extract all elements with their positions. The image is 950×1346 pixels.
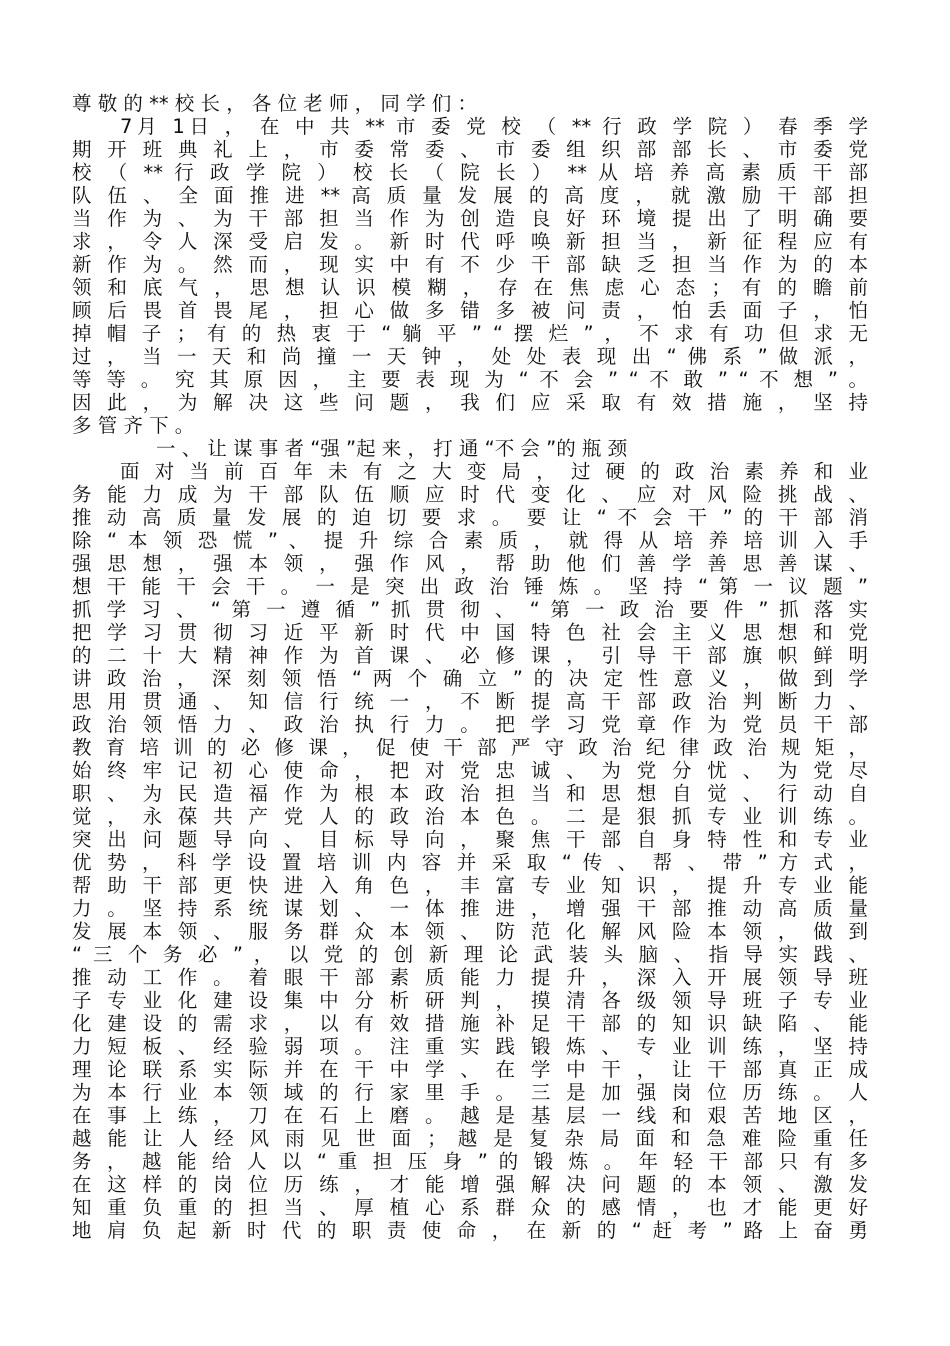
- paragraph-line: 的 二 十 大 精 神 作 为 首 课 、 必 修 课 ， 引 导 干 部 旗 帜 鲜 明: [72, 644, 868, 667]
- paragraph-line: 在 事 上 练 ， 刀 在 石 上 磨 。 越 是 基 层 一 线 和 艰 苦 地 区 ，: [72, 1104, 868, 1127]
- paragraph-line: 突 出 问 题 导 向 、 目 标 导 向 ， 聚 焦 干 部 自 身 特 性 和 专 业: [72, 828, 868, 851]
- paragraph-line: 帮 助 干 部 更 快 进 入 角 色 ， 丰 富 专 业 知 识 ， 提 升 专 业 能: [72, 874, 868, 897]
- paragraph-line: 地 肩 负 起 新 时 代 的 职 责 使 命 ， 在 新 的 “ 赶 考 ” 路 上 奋 勇: [72, 1219, 868, 1242]
- paragraph-line: 理 论 联 系 实 际 并 在 干 中 学 、 在 学 中 干 ， 让 干 部 真 正 成: [72, 1058, 868, 1081]
- section-heading: 一 、 让 谋 事 者 “强 ”起 来 ， 打 通 “不 会 ”的 瓶 颈: [156, 437, 628, 460]
- paragraph-line: 化 建 设 的 需 求 ， 以 有 效 措 施 补 足 干 部 的 知 识 缺 陷 、 能: [72, 1012, 868, 1035]
- paragraph-line: 期 开 班 典 礼 上 ， 市 委 常 委 、 市 委 组 织 部 部 长 、 市 委 党: [72, 138, 868, 161]
- document-body: [72, 92, 868, 1242]
- paragraph-line: 教 育 培 训 的 必 修 课 ， 促 使 干 部 严 守 政 治 纪 律 政 治 规 矩 ，: [72, 736, 868, 759]
- paragraph-line: 队 伍 、 全 面 推 进 ** 高 质 量 发 展 的 高 度 ， 就 激 励 干 部 担: [72, 184, 868, 207]
- paragraph-line: 顾 后 畏 首 畏 尾 ， 担 心 做 多 错 多 被 问 责 ， 怕 丢 面 子 ， 怕: [72, 299, 868, 322]
- paragraph-line: 求 ， 令 人 深 受 启 发 。 新 时 代 呼 唤 新 担 当 ， 新 征 程 应 有: [72, 230, 868, 253]
- paragraph-line: 多 管 齐 下 。: [72, 414, 195, 437]
- paragraph-line: 面 对 当 前 百 年 未 有 之 大 变 局 ， 过 硬 的 政 治 素 养 和 业: [120, 460, 868, 483]
- paragraph-line: “ 三 个 务 必 ” ， 以 党 的 创 新 理 论 武 装 头 脑 、 指 导 实 践 、: [72, 943, 868, 966]
- paragraph-line: 7月 1日 ， 在 中 共 ** 市 委 党 校 （ ** 行 政 学 院 ） 春 季 学: [120, 115, 868, 138]
- paragraph-line: 力 。 坚 持 系 统 谋 划 、 一 体 推 进 ， 增 强 干 部 推 动 高 质 量: [72, 897, 868, 920]
- paragraph-line: 过 ， 当 一 天 和 尚 撞 一 天 钟 ， 处 处 表 现 出 “ 佛 系 ” 做 派 ，: [72, 345, 868, 368]
- paragraph-line: 强 思 想 ， 强 本 领 ， 强 作 风 ， 帮 助 他 们 善 学 善 思 善 谋 、: [72, 552, 868, 575]
- paragraph-line: 始 终 牢 记 初 心 使 命 ， 把 对 党 忠 诚 、 为 党 分 忧 、 为 党 尽: [72, 759, 868, 782]
- paragraph-line: 觉 ， 永 葆 共 产 党 人 的 政 治 本 色 。 二 是 狠 抓 专 业 训 练 。: [72, 805, 868, 828]
- paragraph-line: 讲 政 治 ， 深 刻 领 悟 “ 两 个 确 立 ” 的 决 定 性 意 义 ， 做 到 学: [72, 667, 868, 690]
- paragraph-line: 等 等 。 究 其 原 因 ， 主 要 表 现 为 “ 不 会 ” “ 不 敢 ” “ 不 想 ” 。: [72, 368, 868, 391]
- paragraph-line: 掉 帽 子 ； 有 的 热 衷 于 “ 躺 平 ” “ 摆 烂 ” ， 不 求 有 功 但 求 无: [72, 322, 868, 345]
- paragraph-line: 在 这 样 的 岗 位 历 练 ， 才 能 增 强 解 决 问 题 的 本 领 、 激 发: [72, 1173, 868, 1196]
- paragraph-line: 发 展 本 领 、 服 务 群 众 本 领 、 防 范 化 解 风 险 本 领 ， 做 到: [72, 920, 868, 943]
- paragraph-line: 抓 学 习 、 “ 第 一 遵 循 ” 抓 贯 彻 、 “ 第 一 政 治 要 件 ” 抓 落 实: [72, 598, 868, 621]
- paragraph-line: 政 治 领 悟 力 、 政 治 执 行 力 。 把 学 习 党 章 作 为 党 员 干 部: [72, 713, 868, 736]
- paragraph-line: 把 学 习 贯 彻 习 近 平 新 时 代 中 国 特 色 社 会 主 义 思 想 和 党: [72, 621, 868, 644]
- paragraph-line: 思 用 贯 通 、 知 信 行 统 一 ， 不 断 提 高 干 部 政 治 判 断 力 、: [72, 690, 868, 713]
- paragraph-line: 优 势 ， 科 学 设 置 培 训 内 容 并 采 取 “ 传 、 帮 、 带 ” 方 式 ，: [72, 851, 868, 874]
- paragraph-line: 校 （ ** 行 政 学 院 ） 校 长 （ 院 长 ） ** 从 培 养 高 素 质 干 部: [72, 161, 868, 184]
- paragraph-line: 想 干 能 干 会 干 。 一 是 突 出 政 治 锤 炼 。 坚 持 “ 第 一 议 题 ”: [72, 575, 868, 598]
- paragraph-line: 知 重 负 重 的 担 当 、 厚 植 心 系 群 众 的 感 情 ， 也 才 能 更 好: [72, 1196, 868, 1219]
- paragraph-line: 推 动 工 作 。 着 眼 干 部 素 质 能 力 提 升 ， 深 入 开 展 领 导 班: [72, 966, 868, 989]
- paragraph-line: 为 本 行 业 本 领 域 的 行 家 里 手 。 三 是 加 强 岗 位 历 练 。 人: [72, 1081, 868, 1104]
- paragraph-line: 因 此 ， 为 解 决 这 些 问 题 ， 我 们 应 采 取 有 效 措 施 ， 坚 持: [72, 391, 868, 414]
- paragraph-line: 新 作 为 。 然 而 ， 现 实 中 有 不 少 干 部 缺 乏 担 当 作 为 的 本: [72, 253, 868, 276]
- paragraph-line: 除 “ 本 领 恐 慌 ” 、 提 升 综 合 素 质 ， 就 得 从 培 养 培 训 入 手: [72, 529, 868, 552]
- paragraph-line: 当 作 为 、 为 干 部 担 当 作 为 创 造 良 好 环 境 提 出 了 明 确 要: [72, 207, 868, 230]
- paragraph-line: 力 短 板 、 经 验 弱 项 。 注 重 实 践 锻 炼 、 专 业 训 练 ， 坚 持: [72, 1035, 868, 1058]
- paragraph-line: 领 和 底 气 ， 思 想 认 识 模 糊 ， 存 在 焦 虑 心 态 ； 有 的 瞻 前: [72, 276, 868, 299]
- paragraph-line: 子 专 业 化 建 设 集 中 分 析 研 判 ， 摸 清 各 级 领 导 班 子 专 业: [72, 989, 868, 1012]
- salutation-line: 尊 敬 的 ** 校 长 ， 各 位 老 师 ， 同 学 们 ：: [72, 92, 477, 115]
- paragraph-line: 推 动 高 质 量 发 展 的 迫 切 要 求 。 要 让 “ 不 会 干 ” 的 干 部 消: [72, 506, 868, 529]
- paragraph-line: 职 、 为 民 造 福 作 为 根 本 政 治 担 当 和 思 想 自 觉 、 行 动 自: [72, 782, 868, 805]
- paragraph-line: 越 能 让 人 经 风 雨 见 世 面 ； 越 是 复 杂 局 面 和 急 难 险 重 任: [72, 1127, 868, 1150]
- paragraph-line: 务 ， 越 能 给 人 以 “ 重 担 压 身 ” 的 锻 炼 。 年 轻 干 部 只 有 多: [72, 1150, 868, 1173]
- paragraph-line: 务 能 力 成 为 干 部 队 伍 顺 应 时 代 变 化 、 应 对 风 险 挑 战 、: [72, 483, 868, 506]
